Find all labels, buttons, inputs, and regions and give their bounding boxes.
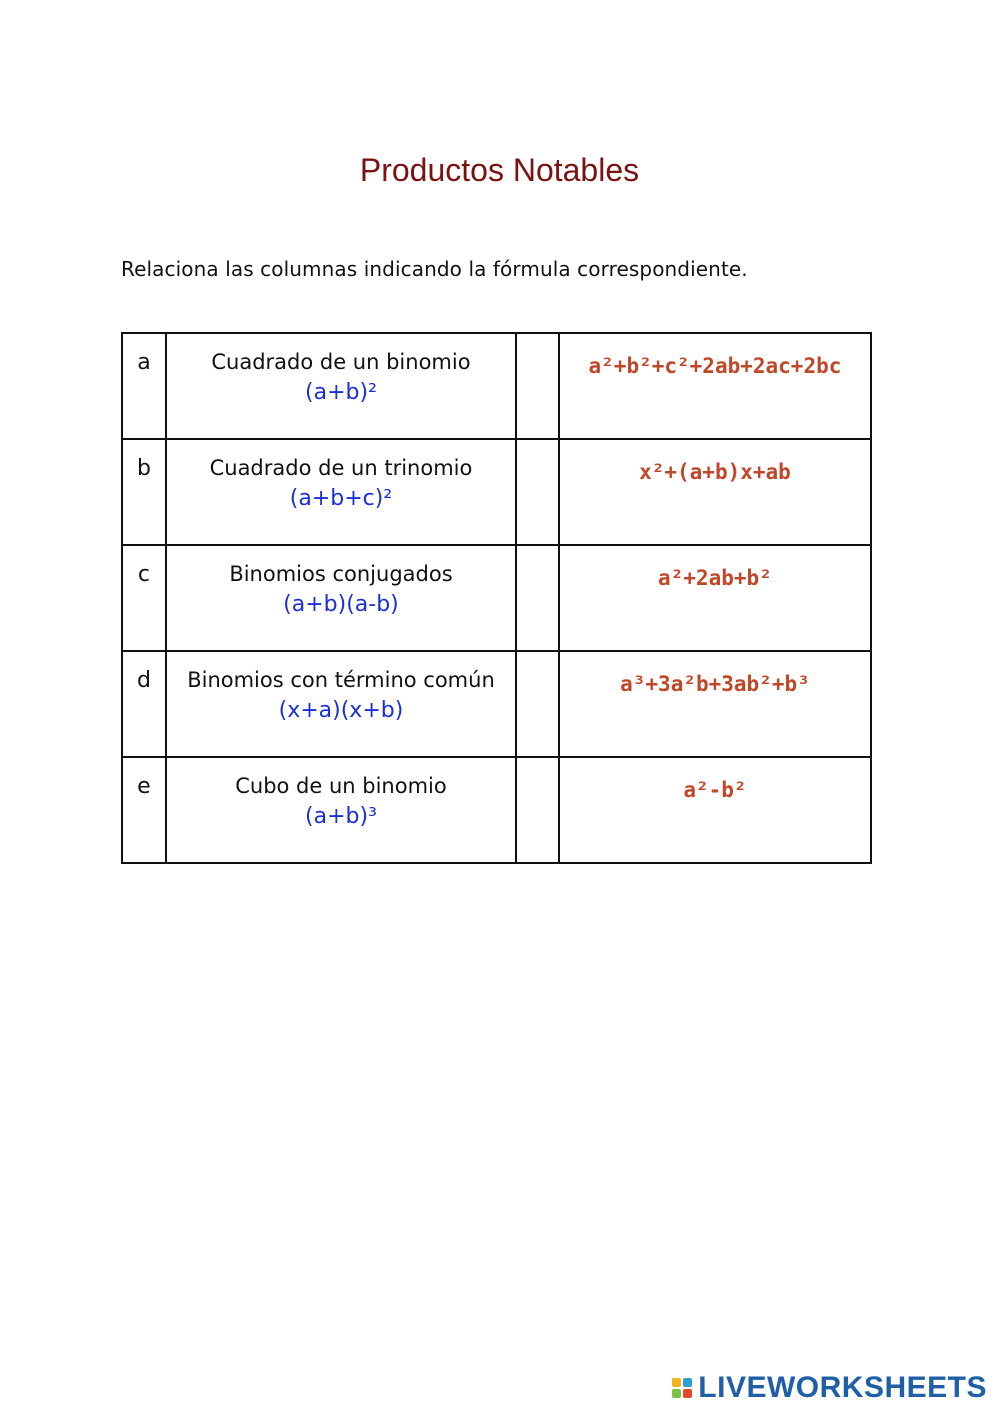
- row-letter: b: [122, 439, 166, 545]
- formula-cell: [559, 651, 871, 757]
- logo-square: [683, 1378, 692, 1387]
- product-expression: (a+b)(a-b): [283, 592, 399, 617]
- table-row: [122, 545, 871, 651]
- product-name: Cuadrado de un trinomio: [209, 456, 473, 480]
- answer-box[interactable]: [516, 439, 559, 545]
- logo-icon: [672, 1378, 692, 1398]
- answer-box[interactable]: [516, 651, 559, 757]
- answer-box[interactable]: [516, 757, 559, 863]
- matching-table: [121, 332, 872, 864]
- row-letter: d: [122, 651, 166, 757]
- answer-box[interactable]: [516, 333, 559, 439]
- table-row: [122, 333, 871, 439]
- logo-square: [683, 1389, 692, 1398]
- liveworksheets-logo: [672, 1372, 987, 1404]
- logo-square: [672, 1389, 681, 1398]
- formula-cell: [559, 439, 871, 545]
- formula-text: a²+b²+c²+2ab+2ac+2bc: [588, 354, 842, 378]
- product-description: [166, 757, 516, 863]
- row-letter: c: [122, 545, 166, 651]
- instructions-text: Relaciona las columnas indicando la fórmula correspondiente.: [121, 257, 748, 281]
- formula-cell: [559, 333, 871, 439]
- logo-square: [672, 1378, 681, 1387]
- product-expression: (a+b)³: [305, 804, 377, 829]
- formula-text: a²-b²: [683, 778, 747, 802]
- product-expression: (x+a)(x+b): [278, 698, 404, 723]
- product-description: [166, 439, 516, 545]
- logo-text: LIVEWORKSHEETS: [698, 1371, 987, 1404]
- product-expression: (a+b)²: [305, 380, 377, 405]
- formula-cell: [559, 545, 871, 651]
- product-name: Binomios conjugados: [229, 562, 453, 586]
- product-description: [166, 651, 516, 757]
- table-row: [122, 757, 871, 863]
- row-letter: a: [122, 333, 166, 439]
- product-expression: (a+b+c)²: [289, 486, 393, 511]
- table-row: [122, 439, 871, 545]
- formula-cell: [559, 757, 871, 863]
- formula-text: a²+2ab+b²: [658, 566, 772, 590]
- formula-text: a³+3a²b+3ab²+b³: [620, 672, 810, 696]
- product-name: Binomios con término común: [187, 668, 495, 692]
- product-name: Cuadrado de un binomio: [211, 350, 471, 374]
- table-row: [122, 651, 871, 757]
- product-description: [166, 333, 516, 439]
- answer-box[interactable]: [516, 545, 559, 651]
- page-title: Productos Notables: [359, 152, 640, 188]
- formula-text: x²+(a+b)x+ab: [639, 460, 791, 484]
- row-letter: e: [122, 757, 166, 863]
- product-description: [166, 545, 516, 651]
- product-name: Cubo de un binomio: [235, 774, 447, 798]
